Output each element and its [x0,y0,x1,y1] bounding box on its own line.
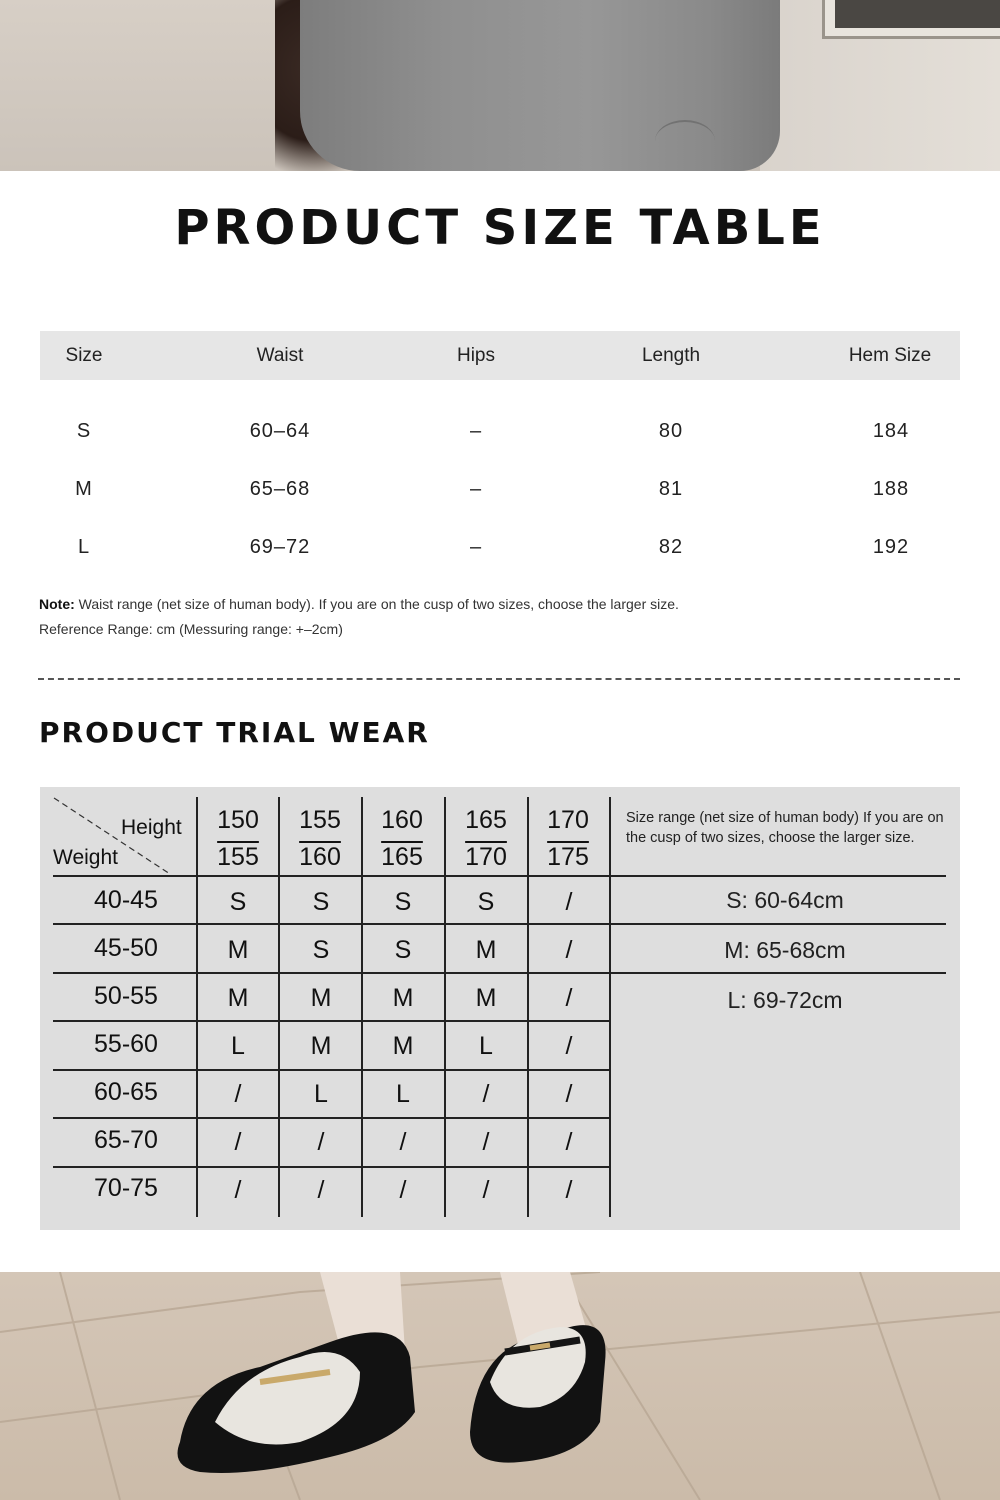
header-hem-size: Hem Size [848,345,932,366]
size-cell: / [317,1176,325,1204]
size-cell: S [312,936,330,964]
height-col-bottom: 160 [299,843,341,871]
trial-wear-table [40,787,960,1230]
height-col-top: 170 [547,806,589,834]
size-cell: / [565,1128,573,1156]
weight-cell: 50-55 [94,982,158,1010]
size-cell: S [312,888,330,916]
height-col-top: 160 [381,806,423,834]
reference-range: Reference Range: cm (Messuring range: +–2cm) [39,621,343,637]
size-cell: / [234,1128,242,1156]
range-m: M: 65-68cm [724,937,846,963]
size-cell: / [565,1080,573,1108]
shoes-illustration [0,1272,1000,1500]
section-divider [38,678,960,680]
size-cell: L [479,1032,493,1060]
size-cell: L [314,1080,328,1108]
height-col-top: 155 [299,806,341,834]
weight-cell: 45-50 [94,934,158,962]
height-label: Height [121,816,182,839]
weight-cell: 55-60 [94,1030,158,1058]
size-cell: L [396,1080,410,1108]
height-col-bottom: 175 [547,843,589,871]
size-cell: / [482,1128,490,1156]
size-cell: M [227,936,249,964]
size-cell: S [477,888,495,916]
header-hips: Hips [456,345,496,366]
size-cell: M [310,984,332,1012]
size-cell: S [229,888,247,916]
header-length: Length [641,345,701,366]
height-col-bottom: 170 [465,843,507,871]
size-cell: M [227,984,249,1012]
bottom-shoes-photo [0,1272,1000,1500]
size-cell: M [475,936,497,964]
size-cell: / [234,1176,242,1204]
picture-frame [822,0,1000,39]
size-cell: / [317,1128,325,1156]
note-label: Note: [39,596,75,612]
height-col-top: 165 [465,806,507,834]
height-col-top: 150 [217,806,259,834]
size-cell: M [310,1032,332,1060]
weight-cell: 70-75 [94,1174,158,1202]
size-cell: / [565,888,573,916]
height-col-bottom: 155 [217,843,259,871]
weight-cell: 60-65 [94,1078,158,1106]
size-cell: / [565,936,573,964]
header-waist: Waist [256,345,304,366]
height-col-bottom: 165 [381,843,423,871]
size-cell: M [392,984,414,1012]
size-cell: / [234,1080,242,1108]
size-cell: S [394,888,412,916]
size-cell: / [565,1176,573,1204]
size-cell: / [565,1032,573,1060]
size-cell: M [392,1032,414,1060]
size-cell: S [394,936,412,964]
trial-wear-title: PRODUCT TRIAL WEAR [39,716,430,749]
size-cell: / [482,1080,490,1108]
note-text: Waist range (net size of human body). If you are on the cusp of two sizes, choose the larger size. [74,596,679,612]
range-note: Size range (net size of human body) If you are on the cusp of two sizes, choose the larger size. [626,810,944,846]
size-cell: / [399,1176,407,1204]
range-s: S: 60-64cm [726,887,844,913]
size-cell: / [399,1128,407,1156]
size-note [39,596,679,612]
weight-cell: 65-70 [94,1126,158,1154]
weight-cell: 40-45 [94,886,158,914]
size-table-header [40,331,960,380]
size-cell: M [475,984,497,1012]
size-cell: L [231,1032,245,1060]
size-cell: / [482,1176,490,1204]
top-model-photo [0,0,1000,171]
size-cell: / [565,984,573,1012]
header-size: Size [65,345,103,366]
range-l: L: 69-72cm [727,987,843,1013]
weight-label: Weight [53,846,118,869]
page-title: PRODUCT SIZE TABLE [174,200,826,256]
